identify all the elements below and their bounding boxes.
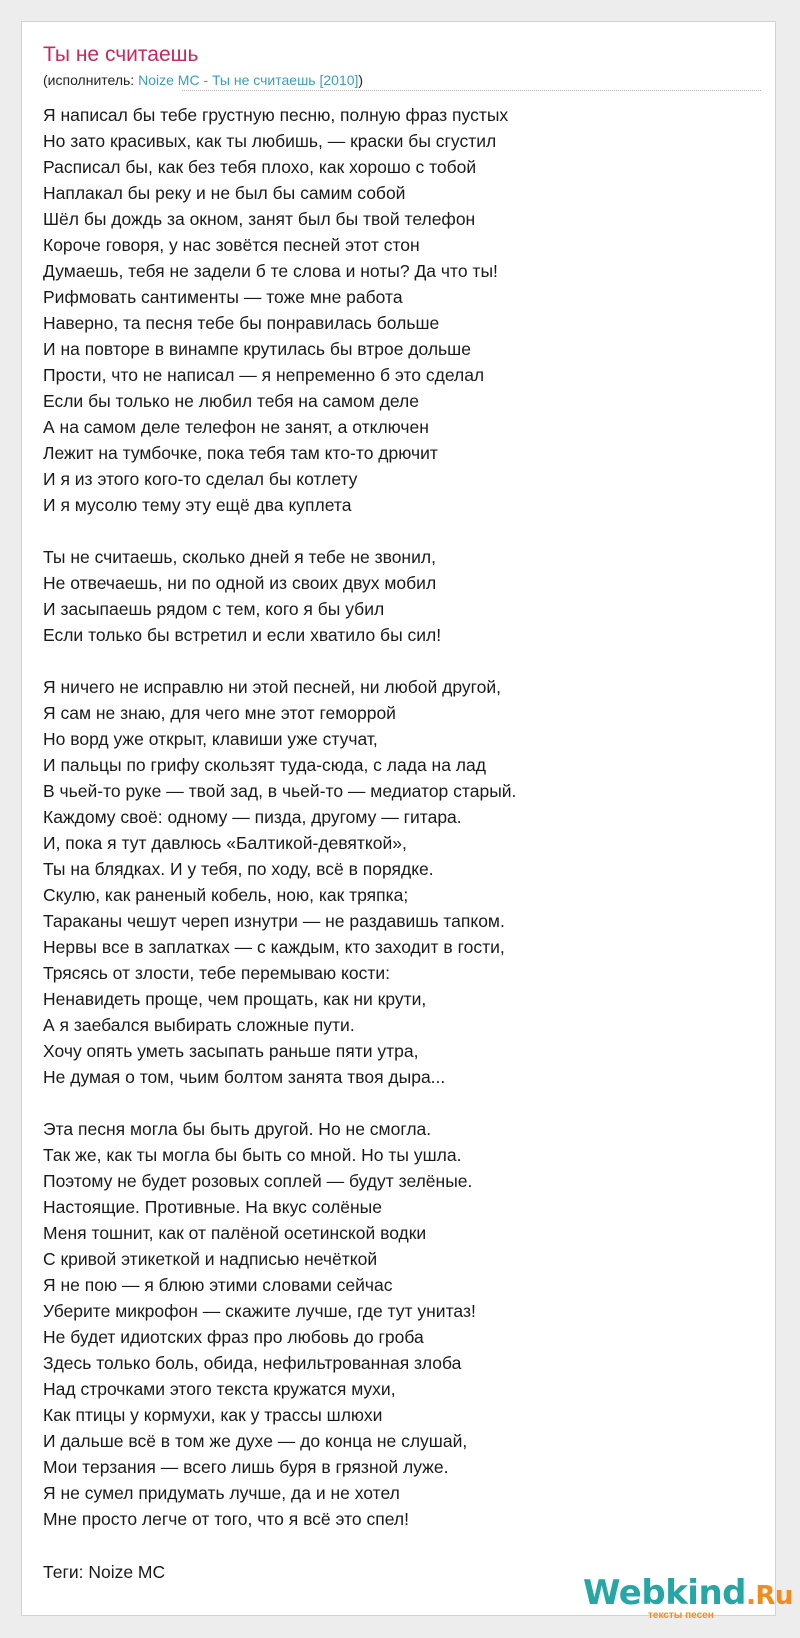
song-title: Ты не считаешь xyxy=(43,43,199,66)
lyric-line: Я не сумел придумать лучше, да и не хотел xyxy=(43,1483,400,1503)
lyric-line: Меня тошнит, как от палёной осетинской водки xyxy=(43,1223,427,1243)
lyric-line: А я заебался выбирать сложные пути. xyxy=(43,1015,355,1035)
lyric-line: Наверно, та песня тебе бы понравилась больше xyxy=(43,313,440,333)
lyric-line: Уберите микрофон — скажите лучше, где тут унитаз! xyxy=(43,1301,476,1321)
lyric-line: И на повторе в винампе крутилась бы втрое дольше xyxy=(43,339,471,359)
lyric-line: Ты на блядках. И у тебя, по ходу, всё в порядке. xyxy=(43,859,434,879)
lyric-line: Как птицы у кормухи, как у трассы шлюхи xyxy=(43,1405,383,1425)
stanza xyxy=(43,674,753,1090)
lyric-line: И засыпаешь рядом с тем, кого я бы убил xyxy=(43,599,385,619)
lyric-line: Настоящие. Противные. На вкус солёные xyxy=(43,1197,382,1217)
lyric-line: Шёл бы дождь за окном, занят был бы твой телефон xyxy=(43,209,476,229)
lyric-line: Не думая о том, чьим болтом занята твоя дыра... xyxy=(43,1067,446,1087)
lyric-line: Если бы только не любил тебя на самом деле xyxy=(43,391,419,411)
lyric-line: Наплакал бы реку и не был бы самим собой xyxy=(43,183,406,203)
lyric-line: А на самом деле телефон не занят, а отключен xyxy=(43,417,429,437)
lyric-line: Нервы все в заплатках — с каждым, кто заходит в гости, xyxy=(43,937,505,957)
logo-subtitle: тексты песен xyxy=(648,1610,714,1621)
lyric-line: Не отвечаешь, ни по одной из своих двух мобил xyxy=(43,573,437,593)
lyric-line: И я мусолю тему эту ещё два куплета xyxy=(43,495,352,515)
lyric-line: Если только бы встретил и если хватило бы сил! xyxy=(43,625,442,645)
lyric-line: Трясясь от злости, тебе перемываю кости: xyxy=(43,963,391,983)
lyric-line: Но ворд уже открыт, клавиши уже стучат, xyxy=(43,729,378,749)
lyric-line: Но зато красивых, как ты любишь, — краски бы сгустил xyxy=(43,131,497,151)
lyric-line: Эта песня могла бы быть другой. Но не смогла. xyxy=(43,1119,432,1139)
lyric-line: Рифмовать сантименты — тоже мне работа xyxy=(43,287,403,307)
lyric-line: Ты не считаешь, сколько дней я тебе не звонил, xyxy=(43,547,436,567)
lyric-line: Не будет идиотских фраз про любовь до гроба xyxy=(43,1327,424,1347)
artist-suffix: ) xyxy=(358,72,364,88)
artist-link[interactable]: Noize MC - Ты не считаешь [2010] xyxy=(138,72,359,88)
lyric-line: И, пока я тут давлюсь «Балтикой-девяткой», xyxy=(43,833,407,853)
lyrics-body xyxy=(43,102,753,1558)
site-logo[interactable] xyxy=(583,1573,793,1626)
lyric-line: И пальцы по грифу скользят туда-сюда, с лада на лад xyxy=(43,755,486,775)
tags-line: Теги: Noize MC xyxy=(43,1562,166,1582)
lyric-line: Я написал бы тебе грустную песню, полную фраз пустых xyxy=(43,105,509,125)
lyric-line: Так же, как ты могла бы быть со мной. Но ты ушла. xyxy=(43,1145,462,1165)
lyric-line: Мне просто легче от того, что я всё это спел! xyxy=(43,1509,409,1529)
stanza xyxy=(43,102,753,518)
lyric-line: В чьей-то руке — твой зад, в чьей-то — медиатор старый. xyxy=(43,781,517,801)
logo-tld: .Ru xyxy=(746,1581,793,1611)
lyric-line: И я из этого кого-то сделал бы котлету xyxy=(43,469,358,489)
lyric-line: Думаешь, тебя не задели б те слова и ноты? Да что ты! xyxy=(43,261,498,281)
header-divider xyxy=(182,90,761,91)
logo-brand: Webkind xyxy=(583,1573,746,1613)
lyric-line: И дальше всё в том же духе — до конца не слушай, xyxy=(43,1431,468,1451)
lyric-line: Лежит на тумбочке, пока тебя там кто-то дрючит xyxy=(43,443,438,463)
stanza xyxy=(43,544,753,648)
lyric-line: Прости, что не написал — я непременно б это сделал xyxy=(43,365,485,385)
lyric-line: Каждому своё: одному — пизда, другому — гитара. xyxy=(43,807,462,827)
lyric-line: Скулю, как раненый кобель, ною, как тряпка; xyxy=(43,885,409,905)
lyric-line: Тараканы чешут череп изнутри — не раздавишь тапком. xyxy=(43,911,505,931)
lyric-line: Короче говоря, у нас зовётся песней этот стон xyxy=(43,235,420,255)
lyric-line: Мои терзания — всего лишь буря в грязной луже. xyxy=(43,1457,449,1477)
lyric-line: Я не пою — я блюю этими словами сейчас xyxy=(43,1275,393,1295)
lyric-line: Ненавидеть проще, чем прощать, как ни крути, xyxy=(43,989,427,1009)
lyric-line: Я сам не знаю, для чего мне этот геморрой xyxy=(43,703,396,723)
lyric-line: Над строчками этого текста кружатся мухи, xyxy=(43,1379,396,1399)
lyric-line: Хочу опять уметь засыпать раньше пяти утра, xyxy=(43,1041,419,1061)
artist-prefix: (исполнитель: xyxy=(43,72,139,88)
lyrics-card xyxy=(21,21,793,1621)
lyric-line: Я ничего не исправлю ни этой песней, ни любой другой, xyxy=(43,677,501,697)
lyric-line: Здесь только боль, обида, нефильтрованная злоба xyxy=(43,1353,462,1373)
artist-info xyxy=(43,73,363,87)
lyric-line: Поэтому не будет розовых соплей — будут зелёные. xyxy=(43,1171,473,1191)
lyric-line: С кривой этикеткой и надписью нечёткой xyxy=(43,1249,378,1269)
logo-wordmark xyxy=(583,1573,793,1613)
lyric-line: Расписал бы, как без тебя плохо, как хорошо с тобой xyxy=(43,157,477,177)
stanza xyxy=(43,1116,753,1532)
